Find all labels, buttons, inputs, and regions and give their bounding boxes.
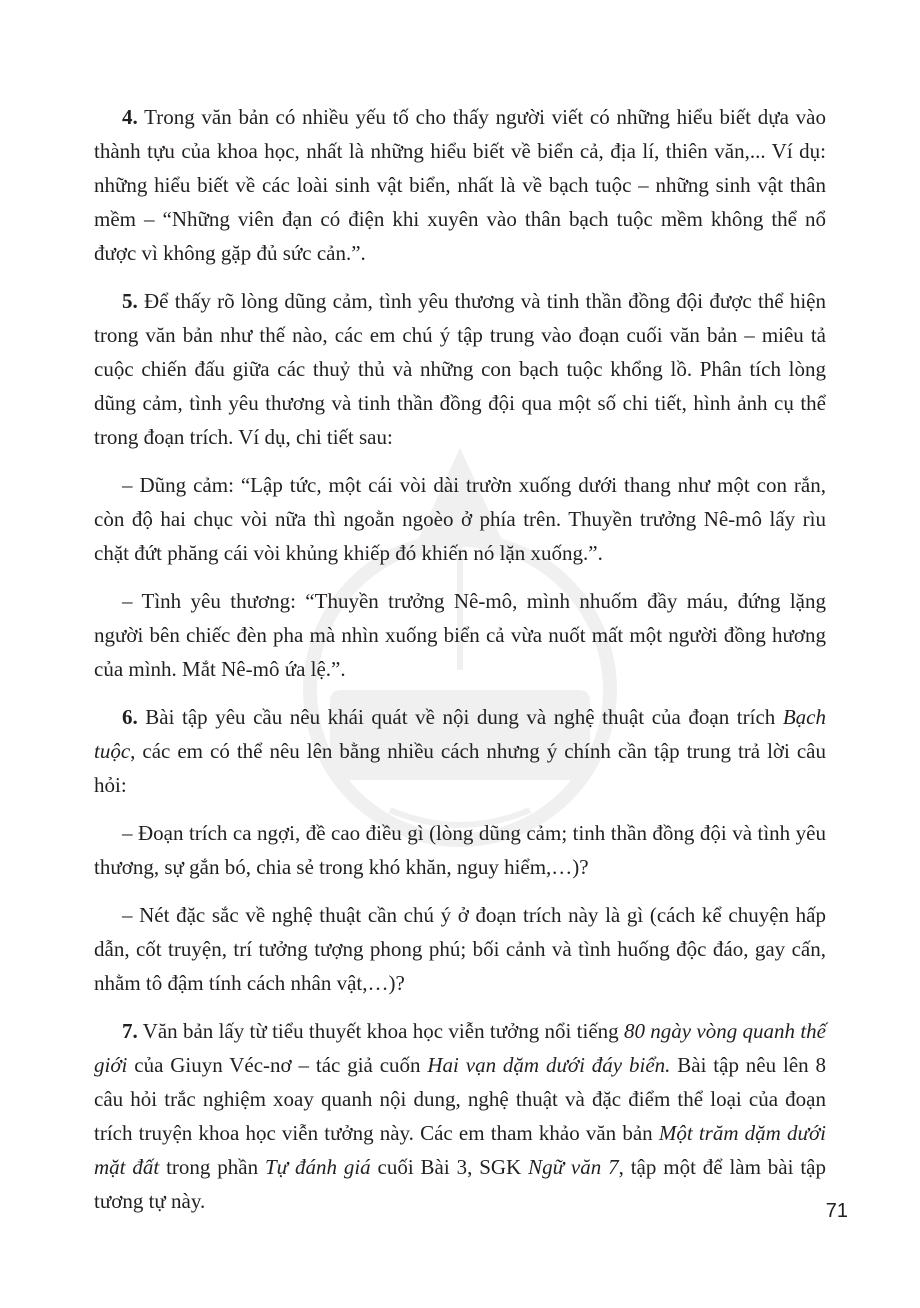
- paragraph-5-love: – Tình yêu thương: “Thuyền trưởng Nê-mô, mình nhuốm đầy máu, đứng lặng người bên chiếc đèn pha mà nhìn xuống biển cả vừa nuốt mất một người đồng hương của mình. Mắt Nê-mô ứa lệ.”.: [94, 589, 826, 681]
- italic-title: Hai vạn dặm dưới đáy biển.: [427, 1053, 671, 1077]
- paragraph-6-content: – Đoạn trích ca ngợi, đề cao điều gì (lòng dũng cảm; tinh thần đồng đội và tình yêu thương, sự gắn bó, chia sẻ trong khó khăn, nguy hiểm,…)?: [94, 821, 826, 879]
- item-number: 6.: [122, 705, 138, 729]
- paragraph-5-courage: – Dũng cảm: “Lập tức, một cái vòi dài trườn xuống dưới thang như một con rắn, còn độ hai chục vòi nữa thì ngoằn ngoèo ở phía trên. Thuyền trưởng Nê-mô lấy rìu chặt đứt phăng cái vòi khủng khiếp đó khiến nó lặn xuống.”.: [94, 473, 826, 565]
- italic-title: 80 ngày vòng quanh thế giới: [94, 1019, 826, 1077]
- item-number: 4.: [122, 105, 138, 129]
- paragraph-5: 5. Để thấy rõ lòng dũng cảm, tình yêu thương và tinh thần đồng đội được thể hiện trong văn bản như thế nào, các em chú ý tập trung vào đoạn cuối văn bản – miêu tả cuộc chiến đấu giữa các thuỷ thủ và những con bạch tuộc khổng lồ. Phân tích lòng dũng cảm, tình yêu thương và tinh thần đồng đội qua một số chi tiết, hình ảnh cụ thể trong đoạn trích. Ví dụ, chi tiết sau:: [94, 289, 826, 449]
- item-number: 5.: [122, 289, 138, 313]
- italic-title: Tự đánh giá: [264, 1155, 371, 1179]
- text-body: [94, 100, 826, 1232]
- italic-title: Ngữ văn 7: [528, 1155, 619, 1179]
- item-number: 7.: [122, 1019, 138, 1043]
- paragraph-4: 4. Trong văn bản có nhiều yếu tố cho thấy người viết có những hiểu biết dựa vào thành tựu của khoa học, nhất là những hiểu biết về biển cả, địa lí, thiên văn,... Ví dụ: những hiểu biết về các loài sinh vật biển, nhất là về bạch tuộc – những sinh vật thân mềm – “Những viên đạn có điện khi xuyên vào thân bạch tuộc mềm không thể nổ được vì không gặp đủ sức cản.”.: [94, 105, 826, 265]
- italic-title: Một trăm dặm dưới mặt đất: [94, 1121, 826, 1179]
- italic-title: Bạch tuộc: [94, 705, 826, 763]
- paragraph-6: 6. Bài tập yêu cầu nêu khái quát về nội dung và nghệ thuật của đoạn trích Bạch tuộc, các em có thể nêu lên bằng nhiều cách nhưng ý chính cần tập trung trả lời câu hỏi:: [94, 705, 826, 797]
- paragraph-7: 7. Văn bản lấy từ tiểu thuyết khoa học viễn tưởng nổi tiếng 80 ngày vòng quanh thế giới của Giuyn Véc-nơ – tác giả cuốn Hai vạn dặm dưới đáy biển. Bài tập nêu lên 8 câu hỏi trắc nghiệm xoay quanh nội dung, nghệ thuật và đặc điểm thể loại của đoạn trích truyện khoa học viễn tưởng này. Các em tham khảo văn bản Một trăm dặm dưới mặt đất trong phần Tự đánh giá cuối Bài 3, SGK Ngữ văn 7, tập một để làm bài tập tương tự này.: [94, 1019, 826, 1213]
- paragraph-6-art: – Nét đặc sắc về nghệ thuật cần chú ý ở đoạn trích này là gì (cách kể chuyện hấp dẫn, cốt truyện, trí tưởng tượng phong phú; bối cảnh và tình huống độc đáo, gay cấn, nhằm tô đậm tính cách nhân vật,…)?: [94, 903, 826, 995]
- page-number: 71: [825, 1200, 848, 1222]
